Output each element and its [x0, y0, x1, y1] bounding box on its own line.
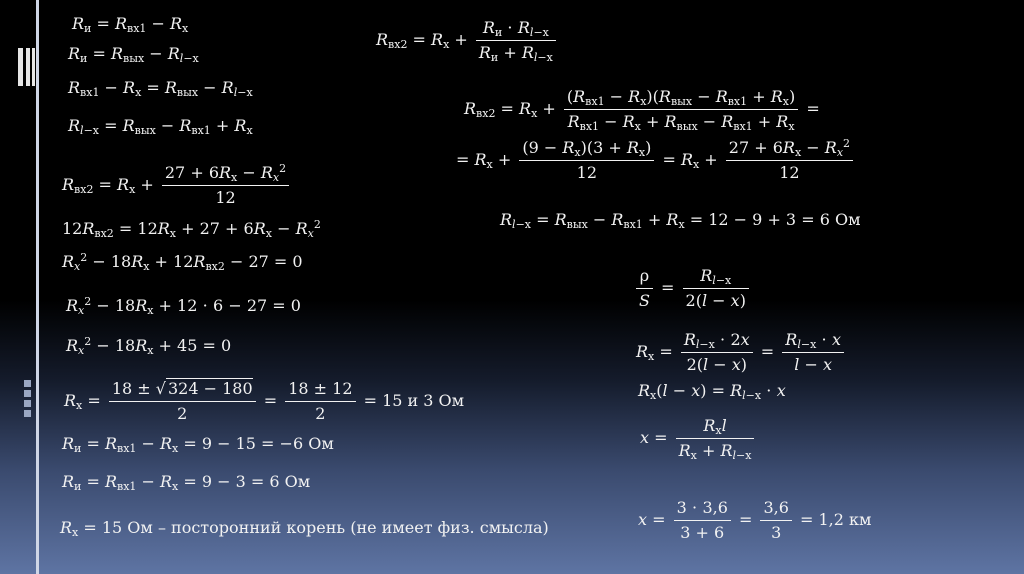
eq-rvx2-parallel: $R_{вх2} = R_х$ + $R_и \cdot R_{l-х}$ $R_и + R_{l-х}$ [376, 18, 559, 63]
eq-rx-ratio: $R_х$ = $R_{l-х} \cdot 2x$ 2(l − x) = $R_{l-х} \cdot x$ l − x [636, 330, 847, 375]
eq-rlx: $R_{l-х} = R_{вых} - R_{вх1} + R_х$ [68, 116, 253, 137]
eq-rho-s: $\frac{\rho}{S}$ = $R_{l-х}$ 2(l − x) [633, 266, 752, 311]
eq-ri-neg6: $R_и = R_{вх1} - R_х = 9 - 15 = -6$ Ом [62, 434, 334, 455]
result-12-km: 1,2 км [818, 510, 872, 529]
eq-ri-rvyx: $R_и = R_{вых} - R_{l-х}$ [68, 44, 199, 65]
eq-ri-6: $R_и = R_{вх1} - R_х = 9 - 3 = 6$ Ом [62, 472, 311, 493]
conclusion-text: Ом – посторонний корень (не имеет физ. смысла) [127, 518, 549, 537]
eq-ri-rvx1: $R_и = R_{вх1} - R_х$ [72, 14, 189, 35]
eq-rvx2-expanded: $R_{вх2} = R_х$ + $(R_{вх1} - R_х)(R_{вых} - R_{вх1} + R_х)$ $R_{вх1} - R_х + R_{вых} - R_{вх1} + R_х$ = [464, 87, 820, 133]
left-accent-bar [36, 0, 39, 574]
conclusion-extraneous-root: $R_х = 15$ Ом – посторонний корень (не имеет физ. смысла) [60, 518, 549, 539]
eq-rvx2-numeric: = $R_х$ + $(9 - R_х)(3 + R_х)$ 12 = $R_х$ + $27 + 6R_х - R_x^2$ 12 [456, 138, 856, 183]
eq-x-formula: x = $R_хl$ $R_х + R_{l-х}$ [640, 416, 757, 461]
eq-rlx-6: $R_{l-х} = R_{вых} - R_{вх1} + R_х = 12 - 9 + 3 = 6$ Ом [500, 210, 861, 231]
rho-symbol: ρ [636, 266, 653, 289]
eq-quadratic-2: $R_x^2 - 18R_х + 12 \cdot 6 - 27 = 0$ [66, 295, 301, 317]
eq-12rvx2: $12R_{вх2} = 12R_х + 27 + 6R_х - R_x^2$ [62, 218, 321, 240]
eq-rvx1-equals: $R_{вх1} - R_х = R_{вых} - R_{l-х}$ [68, 78, 253, 99]
eq-quadratic-3: $R_x^2 - 18R_х + 45 = 0$ [66, 335, 232, 357]
result-15-3: 15 и 3 Ом [382, 391, 465, 410]
eq-roots: $R_х$ = $\frac{18 \pm √ 324 - 180}{2}$ = $\frac{18 \pm 12}{2}$ = 15 и 3 Ом [64, 379, 465, 423]
eq-rvx2-fraction: $R_{вх2} = R_х$ + $27 + 6R_х - R_x^2$ 12 [62, 163, 292, 208]
eq-x-result: x = $\frac{3 \cdot 3,6}{3 + 6}$ = $\frac{3,6}{3}$ = 1,2 км [638, 498, 872, 542]
eq-quadratic-1: $R_x^2 - 18R_х + 12R_{вх2} - 27 = 0$ [62, 251, 303, 273]
eq-rx-lx: $R_х(l - x) = R_{l-х} \cdot x$ [638, 381, 786, 402]
